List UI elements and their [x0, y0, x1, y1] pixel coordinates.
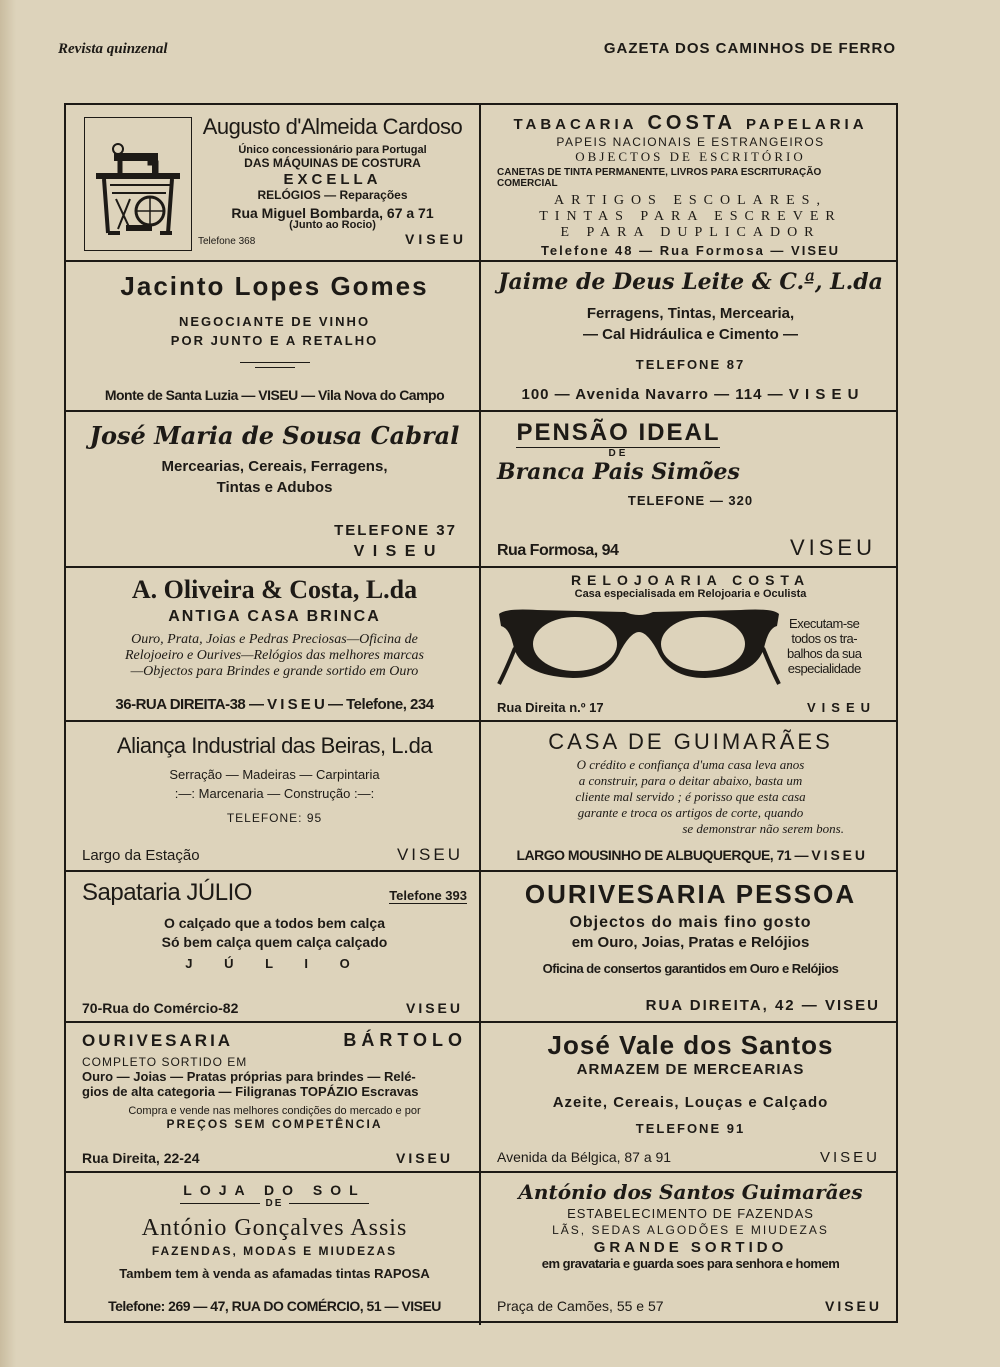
running-header: [58, 40, 896, 58]
phone: TELEFONE 87: [635, 357, 746, 372]
pens-line: CANETAS DE TINTA PERMANENTE, LIVROS PARA ESCRITURAÇÃO COMERCIAL: [497, 167, 822, 189]
de-label: DE: [265, 1198, 284, 1209]
goods-line-1: Objectos do mais fino gosto: [569, 914, 812, 931]
city: VISEU: [404, 231, 467, 247]
watches-line: RELÓGIOS — Reparações: [257, 188, 408, 202]
paints-line: Tintas e Adubos: [216, 479, 333, 496]
owner-name: Branca Pais Simões: [497, 459, 740, 485]
papelaria-label: PAPELARIA: [746, 116, 868, 133]
phone: Telefone 368: [198, 236, 256, 247]
footer: Telefone: 269 — 47, RUA DO COMÉRCIO, 51 — VISEU: [108, 1298, 441, 1314]
machines-line: DAS MÁQUINAS DE COSTURA: [244, 156, 421, 170]
shop-title: LOJA DO SOL: [183, 1182, 366, 1198]
divider: [289, 1203, 369, 1204]
warehouse-line: ARMAZEM DE MERCEARIAS: [576, 1061, 805, 1078]
address: Avenida da Bélgica, 87 a 91: [497, 1149, 672, 1165]
ad-pensao-ideal: [481, 412, 896, 568]
slogan-line-2: Só bem calça quem calça calçado: [161, 934, 388, 950]
duplicator-line: E PARA DUPLICADOR: [560, 225, 821, 240]
work-line-1: Executam-se: [789, 616, 860, 631]
text-line-3: cliente mal servido ; é porisso que esta casa: [575, 789, 806, 804]
brand-name: J Ú L I O: [185, 956, 364, 971]
sewing-machine-icon: [90, 129, 186, 239]
city: VISEU: [806, 700, 876, 715]
fabrics-line: LÃS, SEDAS ALGODÕES E MIUDEZAS: [552, 1223, 829, 1237]
advertiser-name: Sapataria JÚLIO: [82, 879, 252, 906]
advertiser-name: OURIVESARIA PESSOA: [524, 879, 857, 909]
advertisement-grid: [64, 103, 898, 1323]
advertiser-name: RELOJOARIA COSTA: [570, 572, 811, 588]
office-line: OBJECTOS DE ESCRITÓRIO: [575, 149, 806, 164]
city: VISEU: [396, 845, 463, 864]
advertiser-name: PENSÃO IDEAL: [516, 419, 721, 446]
ad-jose-maria-sousa-cabral: [66, 412, 481, 568]
city: V I S E U: [353, 543, 438, 560]
former-house: ANTIGA CASA BRINCA: [168, 608, 381, 625]
address-note: (Junto ao Rocio): [289, 219, 376, 231]
footer: Monte de Santa Luzia — VISEU — Vila Nova do Campo: [104, 387, 445, 403]
tabacaria-label: TABACARIA: [513, 116, 638, 133]
work-line-3: balhos da sua: [787, 646, 862, 661]
ad-ourivesaria-bartolo: [66, 1023, 481, 1173]
cement-line: — Cal Hidráulica e Cimento —: [582, 326, 799, 343]
address: Largo da Estação: [82, 847, 200, 864]
establishment-line: ESTABELECIMENTO DE FAZENDAS: [567, 1206, 814, 1221]
ad-sapataria-julio: [66, 872, 481, 1023]
goods-line: FAZENDAS, MODAS E MIUDEZAS: [151, 1244, 398, 1258]
phone: TELEFONE 91: [635, 1121, 746, 1136]
prices-line: PREÇOS SEM COMPETÊNCIA: [166, 1117, 383, 1131]
advertiser-name: CASA DE GUIMARÃES: [548, 729, 833, 754]
ad-casa-de-guimaraes: [481, 722, 896, 872]
joinery-line: :—: Marcenaria — Construção :—:: [174, 786, 375, 801]
advertiser-name: José Vale dos Santos: [547, 1030, 834, 1060]
ad-oliveira-costa: [66, 568, 481, 722]
spectacles-icon: [497, 604, 781, 688]
text-line-2: a construir, para o deitar abaixo, basta um: [578, 773, 803, 788]
paints-line: Tambem tem à venda as afamadas tintas RAPOSA: [119, 1266, 430, 1281]
goods-line: Mercearias, Cereais, Ferragens,: [161, 458, 388, 475]
phone: Telefone 393: [389, 888, 467, 903]
advertiser-name: COSTA: [647, 112, 736, 134]
sawmill-line: Serração — Madeiras — Carpintaria: [169, 767, 380, 782]
ad-relojoaria-costa: [481, 568, 896, 722]
footer: Telefone 48 — Rua Formosa — VISEU: [540, 243, 841, 258]
city: VISEU: [789, 535, 876, 560]
work-line-4: especialidade: [787, 661, 861, 676]
advertiser-name: Jaime de Deus Leite & C.ª, L.da: [498, 269, 883, 295]
address: Praça de Camões, 55 e 57: [497, 1298, 664, 1314]
advertiser-name-right: BÁRTOLO: [343, 1030, 467, 1050]
work-line-2: todos os tra-: [791, 631, 858, 646]
advertiser-name: Jacinto Lopes Gomes: [120, 271, 429, 301]
text-line-5: se demonstrar não serem bons.: [682, 821, 844, 836]
de-label: DE: [608, 448, 629, 459]
ad-antonio-santos-guimaraes: [481, 1173, 896, 1325]
phone: TELEFONE: 95: [226, 811, 323, 825]
phone: TELEFONE 37: [334, 522, 457, 539]
city: VISEU: [824, 1298, 882, 1314]
advertiser-name: José Maria de Sousa Cabral: [89, 421, 460, 450]
text-line-1: O crédito e confiança d'uma casa leva anos: [576, 757, 805, 772]
address: Rua Miguel Bombarda, 67 a 71: [231, 205, 434, 221]
inks-line: TINTAS PARA ESCREVER: [539, 209, 842, 224]
ad-jaime-de-deus-leite: [481, 262, 896, 412]
text-line-4: garante e troca os artigos de corte, quando: [577, 805, 804, 820]
city: VISEU: [395, 1150, 453, 1166]
ad-loja-do-sol: [66, 1173, 481, 1325]
workshop-line: Oficina de consertos garantidos em Ouro e Relójios: [542, 961, 839, 976]
address: 70-Rua do Comércio-82: [82, 1000, 239, 1016]
ad-alianca-industrial: [66, 722, 481, 872]
concession-line: Único concessionário para Portugal: [238, 144, 427, 156]
description-line-2: Relojoeiro e Ourives—Relógios das melhores marcas: [124, 648, 424, 663]
address: Rua Formosa, 94: [497, 542, 619, 559]
ad-ourivesaria-pessoa: [481, 872, 896, 1023]
advertiser-name: António Gonçalves Assis: [141, 1215, 408, 1241]
slogan-line-1: O calçado que a todos bem calça: [164, 915, 385, 931]
city: VISEU: [819, 1149, 880, 1166]
page-edge: [0, 0, 16, 1367]
divider: [255, 367, 295, 368]
goods-line-2: em Ouro, Joias, Pratas e Relójios: [571, 934, 810, 951]
ad-jose-vale-dos-santos: [481, 1023, 896, 1173]
header-right: GAZETA DOS CAMINHOS DE FERRO: [603, 40, 896, 57]
address: RUA DIREITA, 42 — VISEU: [645, 997, 880, 1014]
description-line-3: —Objectos para Brindes e grande sortido em Ouro: [130, 664, 419, 679]
header-left: Revista quinzenal: [58, 41, 168, 57]
goods-line-1: Ouro — Joias — Pratas próprias para brindes — Relé-: [82, 1069, 416, 1084]
ad-cardoso: [66, 105, 481, 262]
stock-line: COMPLETO SORTIDO EM: [82, 1055, 248, 1069]
ad-tabacaria-costa: [481, 105, 896, 262]
footer: LARGO MOUSINHO DE ALBUQUERQUE, 71 — V I S E U: [516, 847, 865, 863]
retail-line: POR JUNTO E A RETALHO: [170, 333, 379, 348]
wine-line: NEGOCIANTE DE VINHO: [178, 314, 371, 329]
school-line: ARTIGOS ESCOLARES,: [554, 193, 827, 208]
advertiser-name: Aliança Industrial das Beiras, L.da: [116, 733, 433, 758]
advertiser-name-left: OURIVESARIA: [82, 1031, 234, 1050]
address: Rua Direita n.º 17: [497, 700, 604, 715]
advertiser-name: A. Oliveira & Costa, L.da: [131, 575, 418, 604]
address: Rua Direita, 22-24: [82, 1150, 200, 1166]
divider: [240, 362, 310, 363]
brand-name: EXCELLA: [283, 171, 382, 188]
advertiser-name: Augusto d'Almeida Cardoso: [202, 114, 463, 139]
trade-line: Compra e vende nas melhores condições do mercado e por: [128, 1105, 421, 1117]
sewing-machine-illustration: [84, 117, 192, 251]
footer: 100 — Avenida Navarro — 114 — V I S E U: [521, 386, 860, 403]
ad-jacinto-lopes-gomes: [66, 262, 481, 412]
city: VISEU: [405, 1000, 463, 1016]
assortment-line: GRANDE SORTIDO: [593, 1239, 788, 1256]
footer: 36-RUA DIREITA-38 — V I S E U — Telefone, 234: [115, 696, 434, 713]
phone: TELEFONE — 320: [627, 493, 754, 508]
goods-line: Azeite, Cereais, Louças e Calçado: [552, 1094, 829, 1111]
specialty-line: Casa especialisada em Relojoaria e Oculista: [574, 588, 807, 600]
ties-line: em gravataria e guarda soes para senhora e homem: [541, 1256, 840, 1271]
divider: [180, 1203, 260, 1204]
advertiser-name: António dos Santos Guimarães: [518, 1180, 863, 1204]
description-line-1: Ouro, Prata, Joias e Pedras Preciosas—Oficina de: [131, 632, 418, 647]
papers-line: PAPEIS NACIONAIS E ESTRANGEIROS: [556, 135, 825, 149]
goods-line-2: gios de alta categoria — Filigranas TOPÁZIO Escravas: [82, 1084, 419, 1099]
goods-line: Ferragens, Tintas, Mercearia,: [586, 305, 795, 322]
